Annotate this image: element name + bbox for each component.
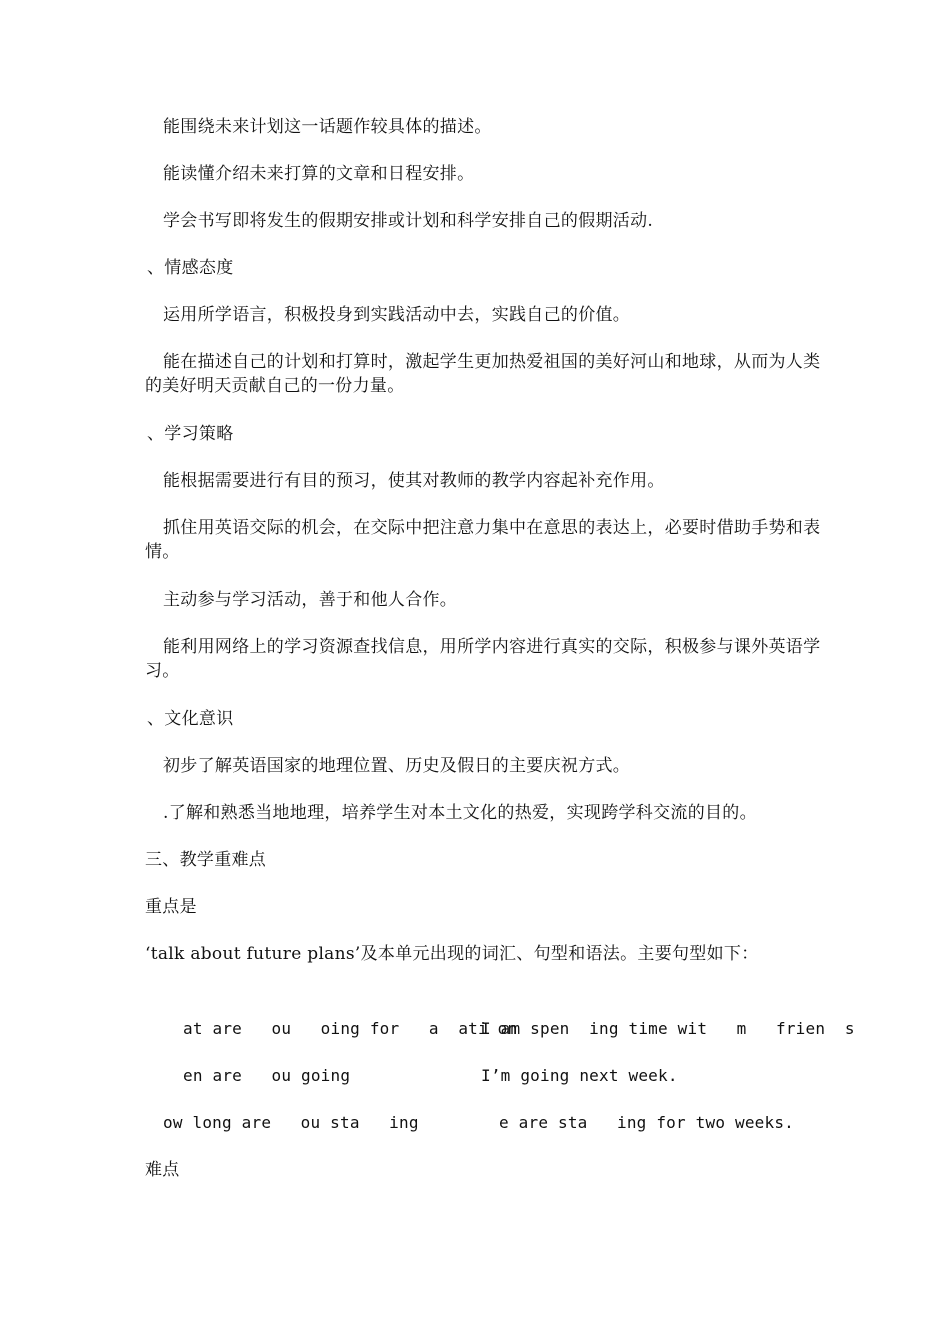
text-line: 能根据需要进行有目的预习，使其对教师的教学内容起补充作用。 (163, 471, 665, 491)
sentence-pattern-answer: I’m going next week. (481, 1066, 678, 1085)
text-line: 初步了解英语国家的地理位置、历史及假日的主要庆祝方式。 (163, 756, 631, 776)
text-line: 能读懂介绍未来打算的文章和日程安排。 (163, 164, 475, 184)
section-heading: 、文化意识 (147, 709, 234, 729)
text-paragraph: 能在描述自己的计划和打算时，激起学生更加热爱祖国的美好河山和地球，从而为人类的美好明天贡献自己的一份力量。 (145, 352, 821, 396)
text-line: 主动参与学习活动，善于和他人合作。 (163, 590, 458, 610)
text-line: 能围绕未来计划这一话题作较具体的描述。 (163, 117, 492, 137)
text-line: .了解和熟悉当地地理，培养学生对本土文化的热爱，实现跨学科交流的目的。 (163, 803, 757, 823)
sentence-pattern-question: en are ou going (183, 1066, 351, 1085)
text-line: 运用所学语言，积极投身到实践活动中去，实践自己的价值。 (163, 305, 631, 325)
section-heading: 、学习策略 (147, 424, 234, 444)
section-heading: 三、教学重难点 (145, 850, 267, 870)
sentence-pattern-question: ow long are ou sta ing (163, 1113, 419, 1132)
sentence-pattern-answer: I am spen ing time wit m frien s (481, 1019, 855, 1038)
section-heading: 重点是 (145, 897, 197, 917)
section-heading: 难点 (145, 1160, 180, 1180)
text-line: 学会书写即将发生的假期安排或计划和科学安排自己的假期活动. (163, 211, 654, 231)
text-paragraph: ‘talk about future plans’及本单元出现的词汇、句型和语法。主要句型如下： (145, 944, 759, 964)
sentence-pattern-answer: e are sta ing for two weeks. (499, 1113, 794, 1132)
sentence-pattern-question: at are ou oing for a ati on (183, 1019, 518, 1038)
text-paragraph: 能利用网络上的学习资源查找信息，用所学内容进行真实的交际，积极参与课外英语学习。 (145, 637, 821, 681)
section-heading: 、情感态度 (147, 258, 234, 278)
text-paragraph: 抓住用英语交际的机会，在交际中把注意力集中在意思的表达上，必要时借助手势和表情。 (145, 518, 821, 562)
